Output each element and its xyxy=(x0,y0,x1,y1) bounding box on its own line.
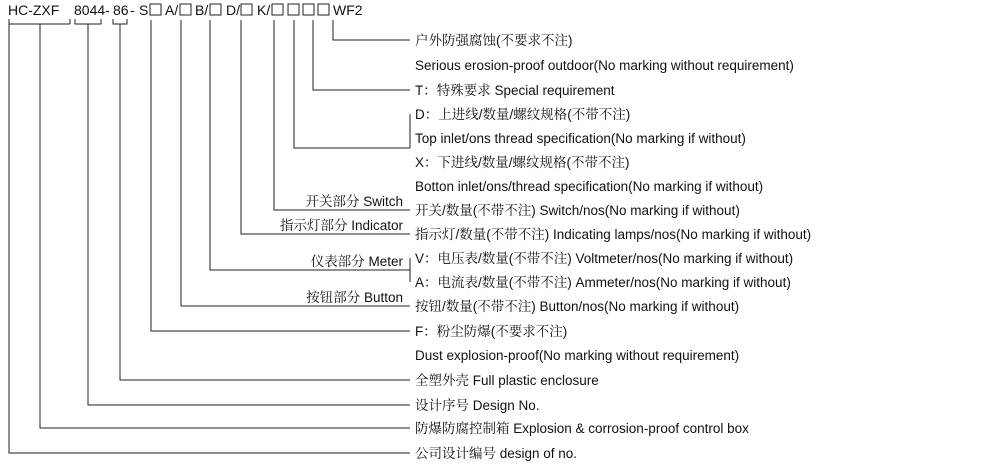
part-labels xyxy=(280,194,404,305)
model-code xyxy=(8,2,363,18)
connector-s xyxy=(151,20,410,331)
desc-control-box: 防爆防腐控制箱 Explosion & corrosion-proof control box xyxy=(415,421,749,436)
connector-wf2 xyxy=(333,20,410,40)
desc-special: T：特殊要求 Special requirement xyxy=(415,83,615,98)
part-label-switch: 开关部分 Switch xyxy=(305,194,403,209)
code-d: D/ xyxy=(226,2,240,18)
placeholder-box-t xyxy=(303,4,314,15)
desc-outdoor-en: Serious erosion-proof outdoor(No marking without requirement) xyxy=(415,58,794,73)
code-8044: 8044 xyxy=(74,2,106,18)
desc-dust-cn: F：粉尘防爆(不要求不注) xyxy=(415,324,568,339)
desc-top-inlet-en: Top inlet/ons thread specification(No marking if without) xyxy=(415,131,746,146)
connector-lines xyxy=(9,19,410,453)
placeholder-box-k xyxy=(272,4,283,15)
connector-d xyxy=(294,20,410,148)
code-dash-1: - xyxy=(105,2,110,18)
bracket-hc-zxf xyxy=(9,19,70,24)
desc-voltmeter: V：电压表/数量(不带不注) Voltmeter/nos(No marking if without) xyxy=(415,251,794,266)
placeholder-box-wf2 xyxy=(318,4,329,15)
bracket-86 xyxy=(113,19,127,24)
desc-company-no: 公司设计编号 design of no. xyxy=(415,446,578,461)
code-a: A/ xyxy=(165,2,179,18)
desc-indicator: 指示灯/数量(不带不注) Indicating lamps/nos(No marking if without) xyxy=(415,227,812,242)
descriptions xyxy=(415,32,811,461)
connector-8044 xyxy=(88,24,410,405)
code-dash-2: - xyxy=(130,2,135,18)
placeholder-box-x xyxy=(288,4,299,15)
part-label-button: 按钮部分 Button xyxy=(306,290,403,305)
desc-dust-en: Dust explosion-proof(No marking without requirement) xyxy=(415,348,740,363)
placeholder-box-s xyxy=(150,4,161,15)
desc-ammeter: A：电流表/数量(不带不注) Ammeter/nos(No marking if without) xyxy=(415,275,791,290)
desc-design-no: 设计序号 Design No. xyxy=(415,398,540,413)
code-hc-zxf: HC-ZXF xyxy=(8,2,60,18)
bracket-8044 xyxy=(75,19,101,24)
code-s: S xyxy=(139,2,149,18)
part-label-meter: 仪表部分 Meter xyxy=(310,254,403,269)
part-label-indicator: 指示灯部分 Indicator xyxy=(279,218,403,233)
desc-bottom-inlet-cn: X：下进线/数量/螺纹规格(不带不注) xyxy=(415,155,630,170)
desc-enclosure: 全塑外壳 Full plastic enclosure xyxy=(415,373,599,388)
code-k: K/ xyxy=(257,2,271,18)
code-86: 86 xyxy=(113,2,129,18)
code-wf2: WF2 xyxy=(333,2,363,18)
placeholder-box-b xyxy=(210,4,221,15)
desc-bottom-inlet-en: Botton inlet/ons/thread specification(No marking if without) xyxy=(415,179,764,194)
placeholder-box-a xyxy=(180,4,191,15)
connector-t xyxy=(313,20,410,90)
connector-meter xyxy=(210,20,410,282)
code-b: B/ xyxy=(195,2,209,18)
desc-outdoor-cn: 户外防强腐蚀(不要求不注) xyxy=(415,33,573,48)
desc-switch: 开关/数量(不带不注) Switch/nos(No marking if without) xyxy=(415,203,740,218)
placeholder-box-d xyxy=(241,4,252,15)
desc-button: 按钮/数量(不带不注) Button/nos(No marking if without) xyxy=(415,299,740,314)
desc-top-inlet-cn: D：上进线/数量/螺纹规格(不带不注) xyxy=(415,107,631,122)
